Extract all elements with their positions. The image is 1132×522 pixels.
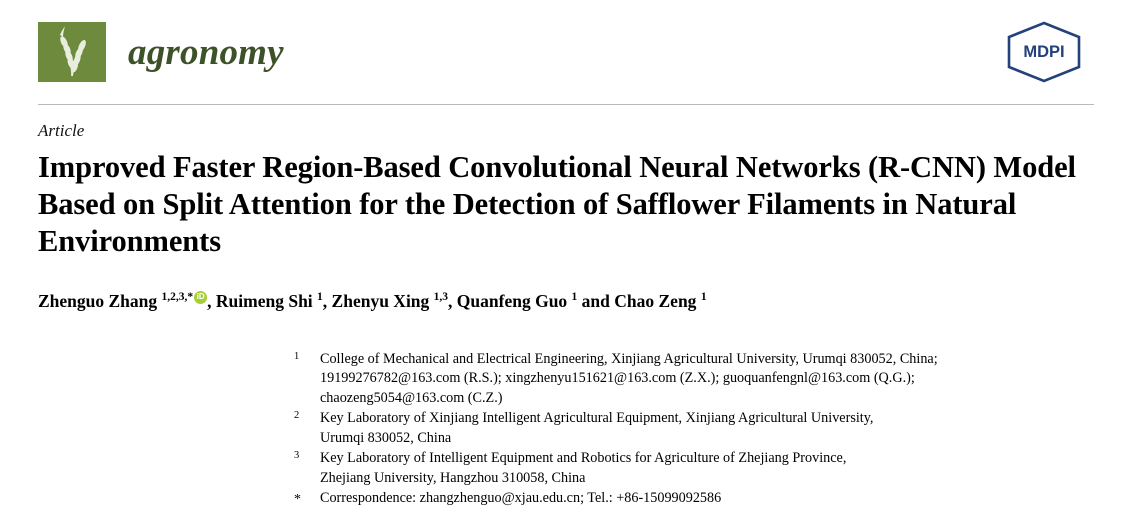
author-affil-marker-5: 1	[700, 291, 707, 303]
correspondence-line: Correspondence: zhangzhenguo@xjau.edu.cn; Tel.: +86-15099092586	[320, 490, 722, 507]
journal-title: agronomy	[128, 31, 284, 73]
page-title: Improved Faster Region-Based Convolutional Neural Networks (R-CNN) Model Based on Split Attention for the Detection of Safflower Filaments in Natural Environments	[38, 150, 1076, 258]
affiliation-text	[320, 449, 1094, 488]
correspondence-text	[320, 489, 1094, 509]
affiliation-line: Urumqi 830052, China	[320, 429, 452, 446]
affiliation-item	[294, 350, 1094, 409]
wheat-ear-icon	[38, 22, 106, 82]
header-divider	[38, 104, 1094, 105]
author-conjunction: and	[577, 290, 615, 311]
author-sep-2: ,	[322, 290, 332, 311]
author-affil-marker-3: 1,3	[433, 291, 449, 303]
author-list	[38, 286, 1094, 312]
mdpi-hexagon-logo	[1006, 21, 1082, 83]
author-affil-marker-2: 1	[317, 291, 323, 303]
author-name-4: Quanfeng Guo	[456, 290, 568, 311]
orcid-id-icon[interactable]	[194, 291, 207, 304]
author-sep-3: ,	[448, 290, 457, 311]
author-name-3: Zhenyu Xing	[331, 290, 430, 311]
svg-text:MDPI: MDPI	[1023, 43, 1065, 61]
affiliation-line: Key Laboratory of Xinjiang Intelligent Agricultural Equipment, Xinjiang Agricultural University,	[320, 410, 874, 427]
correspondence-marker: *	[294, 492, 301, 508]
affiliation-line: 19199276782@163.com (R.S.); xingzhenyu151621@163.com (Z.X.); guoquanfengnl@163.com (Q.G.);	[320, 370, 915, 387]
affiliation-line: College of Mechanical and Electrical Engineering, Xinjiang Agricultural University, Urumqi 830052, China;	[320, 350, 938, 367]
affiliation-item	[294, 409, 1094, 448]
author-name-5: Chao Zeng	[614, 290, 697, 311]
author-sep-1: ,	[207, 290, 216, 311]
journal-branding	[38, 22, 284, 82]
author-name-1: Zhenguo Zhang	[38, 290, 158, 311]
author-affil-marker-1: 1,2,3,*	[161, 291, 194, 303]
affiliation-line: chaozeng5054@163.com (C.Z.)	[320, 389, 503, 406]
affiliation-line: Key Laboratory of Intelligent Equipment and Robotics for Agriculture of Zhejiang Province,	[320, 450, 847, 467]
affiliation-text	[320, 409, 1094, 448]
affiliation-marker: 1	[294, 350, 300, 362]
affiliation-marker: 3	[294, 450, 300, 462]
author-name-2: Ruimeng Shi	[215, 290, 313, 311]
author-affil-marker-4: 1	[571, 291, 578, 303]
affiliation-marker: 2	[294, 410, 300, 422]
affiliation-text	[320, 350, 1094, 409]
article-type-label: Article	[38, 121, 85, 140]
correspondence-item	[294, 489, 1094, 509]
journal-masthead	[38, 0, 1094, 92]
affiliation-item	[294, 449, 1094, 488]
affiliation-line: Zhejiang University, Hangzhou 310058, China	[320, 469, 586, 486]
affiliations-block	[294, 350, 1094, 509]
